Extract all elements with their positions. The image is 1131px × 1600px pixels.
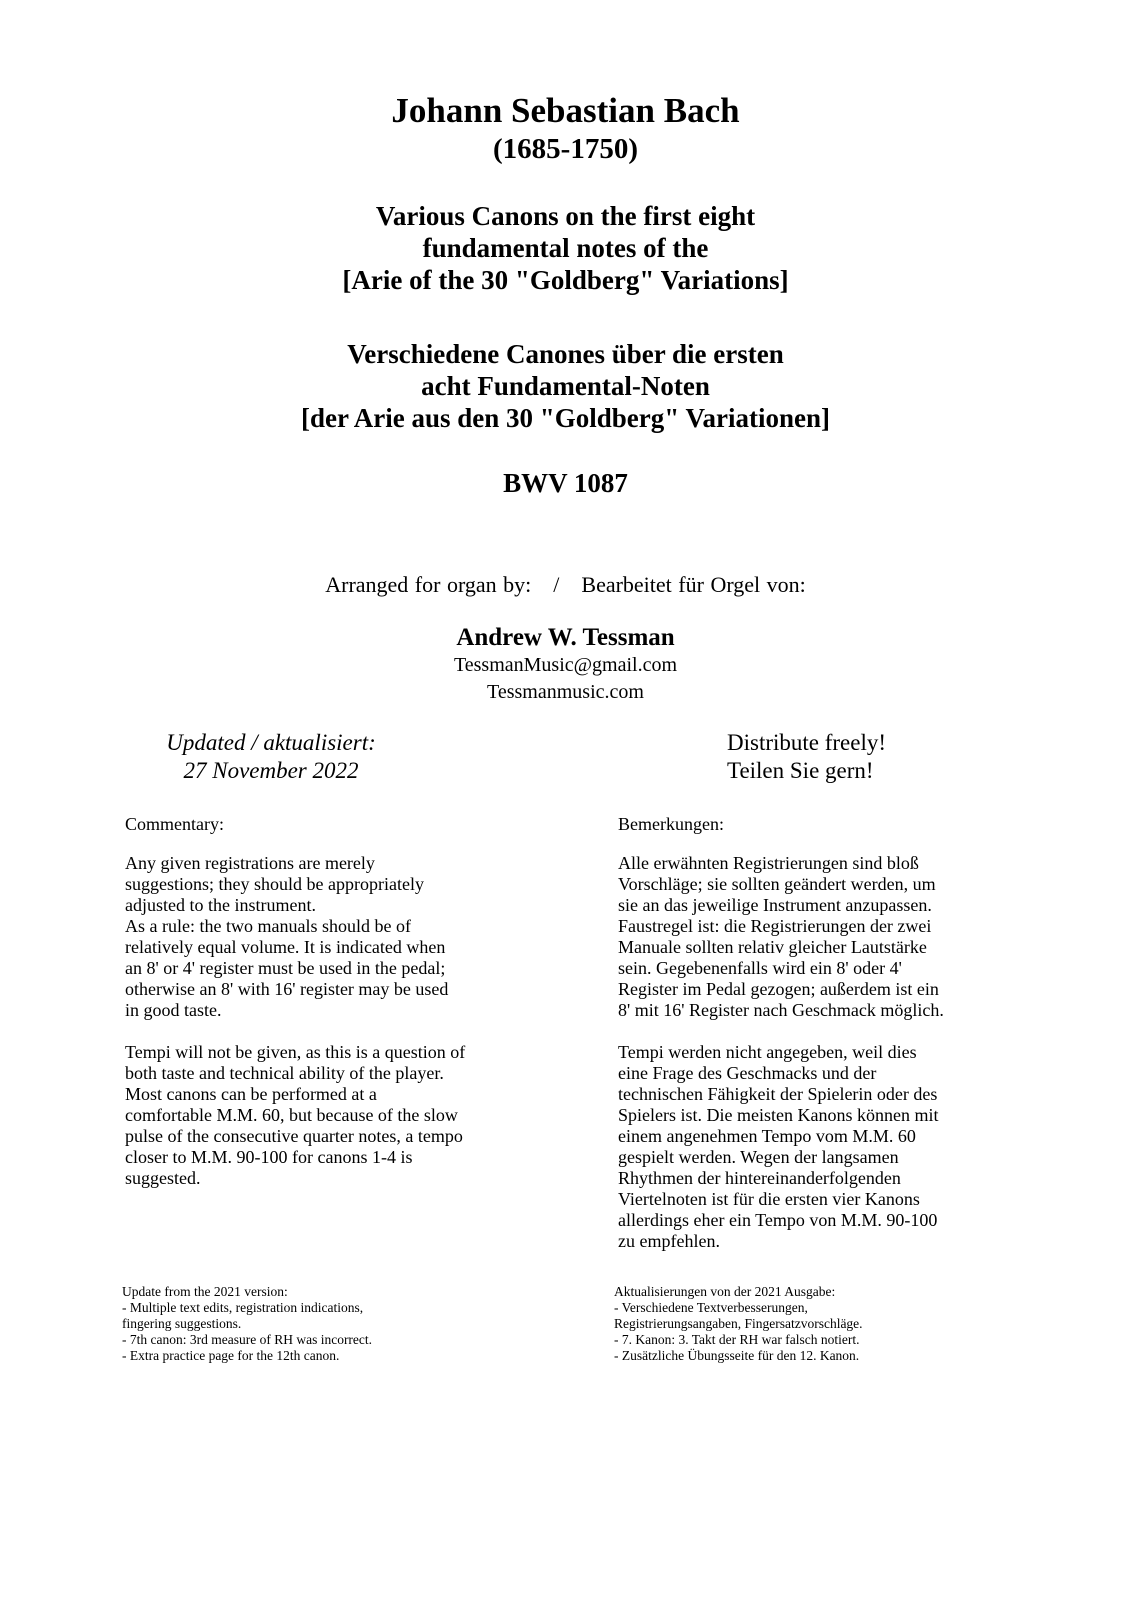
text-line: Manuale sollten relativ gleicher Lautstärke (618, 937, 927, 957)
arranger-name: Andrew W. Tessman (456, 624, 675, 651)
separator: / (553, 572, 560, 597)
title-line: [Arie of the 30 "Goldberg" Variations] (342, 265, 789, 295)
text-line: Spielers ist. Die meisten Kanons können mit (618, 1105, 939, 1125)
arranged-label-de: Bearbeitet für Orgel von: (581, 572, 806, 597)
text-line: in good taste. (125, 1000, 222, 1020)
text-line: 8' mit 16' Register nach Geschmack möglich. (618, 1000, 944, 1020)
website-link[interactable]: Tessmanmusic.com (487, 681, 644, 703)
text-line: Vorschläge; sie sollten geändert werden, um (618, 874, 936, 894)
update-notes-de (614, 1284, 863, 1364)
text-line: Any given registrations are merely (125, 853, 375, 873)
text-line: technischen Fähigkeit der Spielerin oder des (618, 1084, 938, 1104)
text-line: einem angenehmen Tempo vom M.M. 60 (618, 1126, 916, 1146)
text-line: eine Frage des Geschmacks und der (618, 1063, 877, 1083)
note-line: - Verschiedene Textverbesserungen, (614, 1300, 808, 1315)
updated-block (154, 729, 388, 785)
composer-name: Johann Sebastian Bach (391, 91, 740, 130)
composer-dates: (1685-1750) (493, 133, 638, 165)
commentary-de-para2 (618, 1042, 938, 1252)
note-line: - Multiple text edits, registration indications, (122, 1300, 364, 1315)
title-line: fundamental notes of the (422, 233, 709, 263)
text-line: adjusted to the instrument. (125, 895, 316, 915)
text-line: both taste and technical ability of the player. (125, 1063, 444, 1083)
license-en: Distribute freely! (727, 730, 887, 755)
text-line: Most canons can be performed at a (125, 1084, 377, 1104)
email-link[interactable]: TessmanMusic@gmail.com (453, 654, 678, 676)
contact-info (0, 652, 1131, 706)
note-line: - 7th canon: 3rd measure of RH was incorrect. (122, 1332, 373, 1347)
text-line: Faustregel ist: die Registrierungen der zwei (618, 916, 932, 936)
commentary-de-para1 (618, 853, 944, 1021)
note-line: fingering suggestions. (122, 1316, 242, 1331)
title-line: Verschiedene Canones über die ersten (347, 339, 784, 369)
commentary-heading-en: Commentary: (125, 814, 224, 834)
text-line: Tempi will not be given, as this is a question of (125, 1042, 466, 1062)
note-line: - Zusätzliche Übungsseite für den 12. Kanon. (614, 1348, 860, 1363)
text-line: relatively equal volume. It is indicated when (125, 937, 446, 957)
title-line: Various Canons on the first eight (375, 201, 756, 231)
title-line: [der Arie aus den 30 "Goldberg" Variationen] (300, 403, 830, 433)
text-line: suggestions; they should be appropriately (125, 874, 424, 894)
text-line: Alle erwähnten Registrierungen sind bloß (618, 853, 919, 873)
arranged-label-en: Arranged for organ by: (325, 572, 532, 597)
title-german (0, 338, 1131, 434)
note-line: Registrierungsangaben, Fingersatzvorschläge. (614, 1316, 863, 1331)
text-line: As a rule: the two manuals should be of (125, 916, 411, 936)
updated-label: Updated / aktualisiert: (166, 730, 376, 755)
note-line: - Extra practice page for the 12th canon. (122, 1348, 340, 1363)
text-line: sein. Gegebenenfalls wird ein 8' oder 4' (618, 958, 902, 978)
license-block (727, 729, 886, 785)
commentary-heading-de: Bemerkungen: (618, 814, 724, 834)
text-line: suggested. (125, 1168, 201, 1188)
text-line: allerdings eher ein Tempo von M.M. 90-100 (618, 1210, 938, 1230)
update-notes-en (122, 1284, 372, 1364)
text-line: Viertelnoten ist für die ersten vier Kanons (618, 1189, 920, 1209)
commentary-en-para2 (125, 1042, 465, 1189)
text-line: closer to M.M. 90-100 for canons 1-4 is (125, 1147, 413, 1167)
note-line: Aktualisierungen von der 2021 Ausgabe: (614, 1284, 836, 1299)
text-line: Tempi werden nicht angegeben, weil dies (618, 1042, 917, 1062)
text-line: sie an das jeweilige Instrument anzupassen. (618, 895, 932, 915)
text-line: gespielt werden. Wegen der langsamen (618, 1147, 899, 1167)
note-line: - 7. Kanon: 3. Takt der RH war falsch notiert. (614, 1332, 860, 1347)
catalog-number: BWV 1087 (503, 468, 628, 498)
text-line: Register im Pedal gezogen; außerdem ist ein (618, 979, 939, 999)
commentary-en-para1 (125, 853, 448, 1021)
text-line: comfortable M.M. 60, but because of the slow (125, 1105, 458, 1125)
text-line: pulse of the consecutive quarter notes, a tempo (125, 1126, 463, 1146)
text-line: zu empfehlen. (618, 1231, 720, 1251)
title-line: acht Fundamental-Noten (421, 371, 710, 401)
text-line: otherwise an 8' with 16' register may be used (125, 979, 449, 999)
license-de: Teilen Sie gern! (727, 758, 874, 783)
arranged-by-line (0, 572, 1131, 598)
note-line: Update from the 2021 version: (122, 1284, 288, 1299)
text-line: Rhythmen der hintereinanderfolgenden (618, 1168, 901, 1188)
title-english (0, 200, 1131, 296)
text-line: an 8' or 4' register must be used in the pedal; (125, 958, 446, 978)
updated-date: 27 November 2022 (183, 758, 359, 783)
